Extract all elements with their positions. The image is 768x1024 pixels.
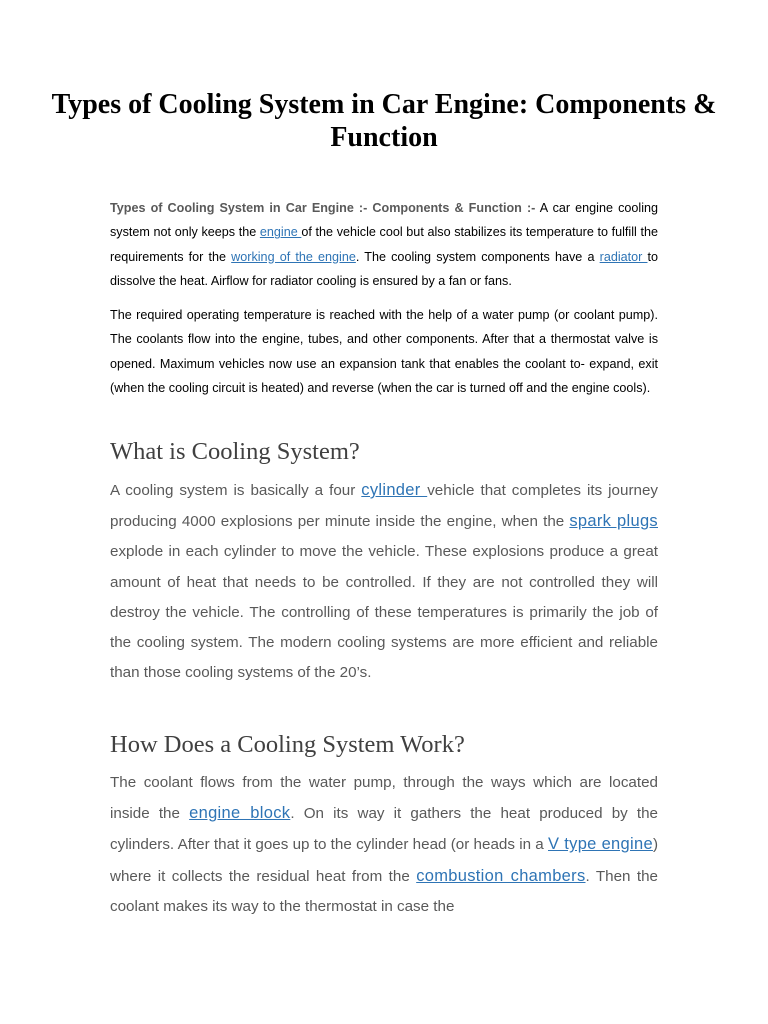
intro-lead: Types of Cooling System in Car Engine :- Components & Function :- (110, 201, 536, 215)
cylinder-link[interactable]: cylinder (361, 481, 428, 499)
v-type-engine-link[interactable]: V type engine (548, 835, 653, 854)
page-title: Types of Cooling System in Car Engine: Components & Function (51, 89, 717, 153)
combustion-chambers-link[interactable]: combustion chambers (416, 866, 586, 885)
working-of-engine-link[interactable]: working of the engine (231, 249, 356, 264)
what-is-paragraph: A cooling system is basically a four cylinder vehicle that completes its journey producing 4000 explosions per minute inside the engine, when the spark plugs explode in each cylinder to move the vehicle. These explosions produce a great amount of heat that needs to be controlled. If they are not controlled they will destroy the vehicle. The controlling of these temperatures is primarily the job of the cooling system. The modern cooling systems are more efficient and reliable than those cooling systems of the 20’s. (110, 481, 658, 682)
engine-block-link[interactable]: engine block (189, 804, 291, 823)
radiator-link[interactable]: radiator (599, 249, 648, 264)
spark-plugs-link[interactable]: spark plugs (569, 512, 658, 531)
operating-temperature-paragraph: The required operating temperature is reached with the help of a water pump (or coolant pump). The coolants flow into the engine, tubes, and other components. After that a thermostat valve is opened. Maximum vehicles now use an expansion tank that enables the coolant to- expand, exit (when the cooling circuit is heated) and reverse (when the car is turned off and the engine cools). (110, 308, 658, 395)
section-heading-how-does: How Does a Cooling System Work? (110, 731, 465, 758)
intro-paragraph: Types of Cooling System in Car Engine :- Components & Function :- A car engine cooling system not only keeps the engine of the vehicle cool but also stabilizes its temperature to fulfill the requirements for the working of the engine. The cooling system components have a radiator to dissolve the heat. Airflow for radiator cooling is ensured by a fan or fans. (110, 201, 658, 288)
section-heading-what-is: What is Cooling System? (110, 438, 360, 465)
engine-link[interactable]: engine (259, 225, 302, 240)
how-does-paragraph: The coolant flows from the water pump, through the ways which are located inside the engine block. On its way it gathers the heat produced by the cylinders. After that it goes up to the cylinder head (or heads in a V type engine) where it collects the residual heat from the combustion chambers. Then the coolant makes its way to the thermostat in case the (110, 774, 659, 915)
